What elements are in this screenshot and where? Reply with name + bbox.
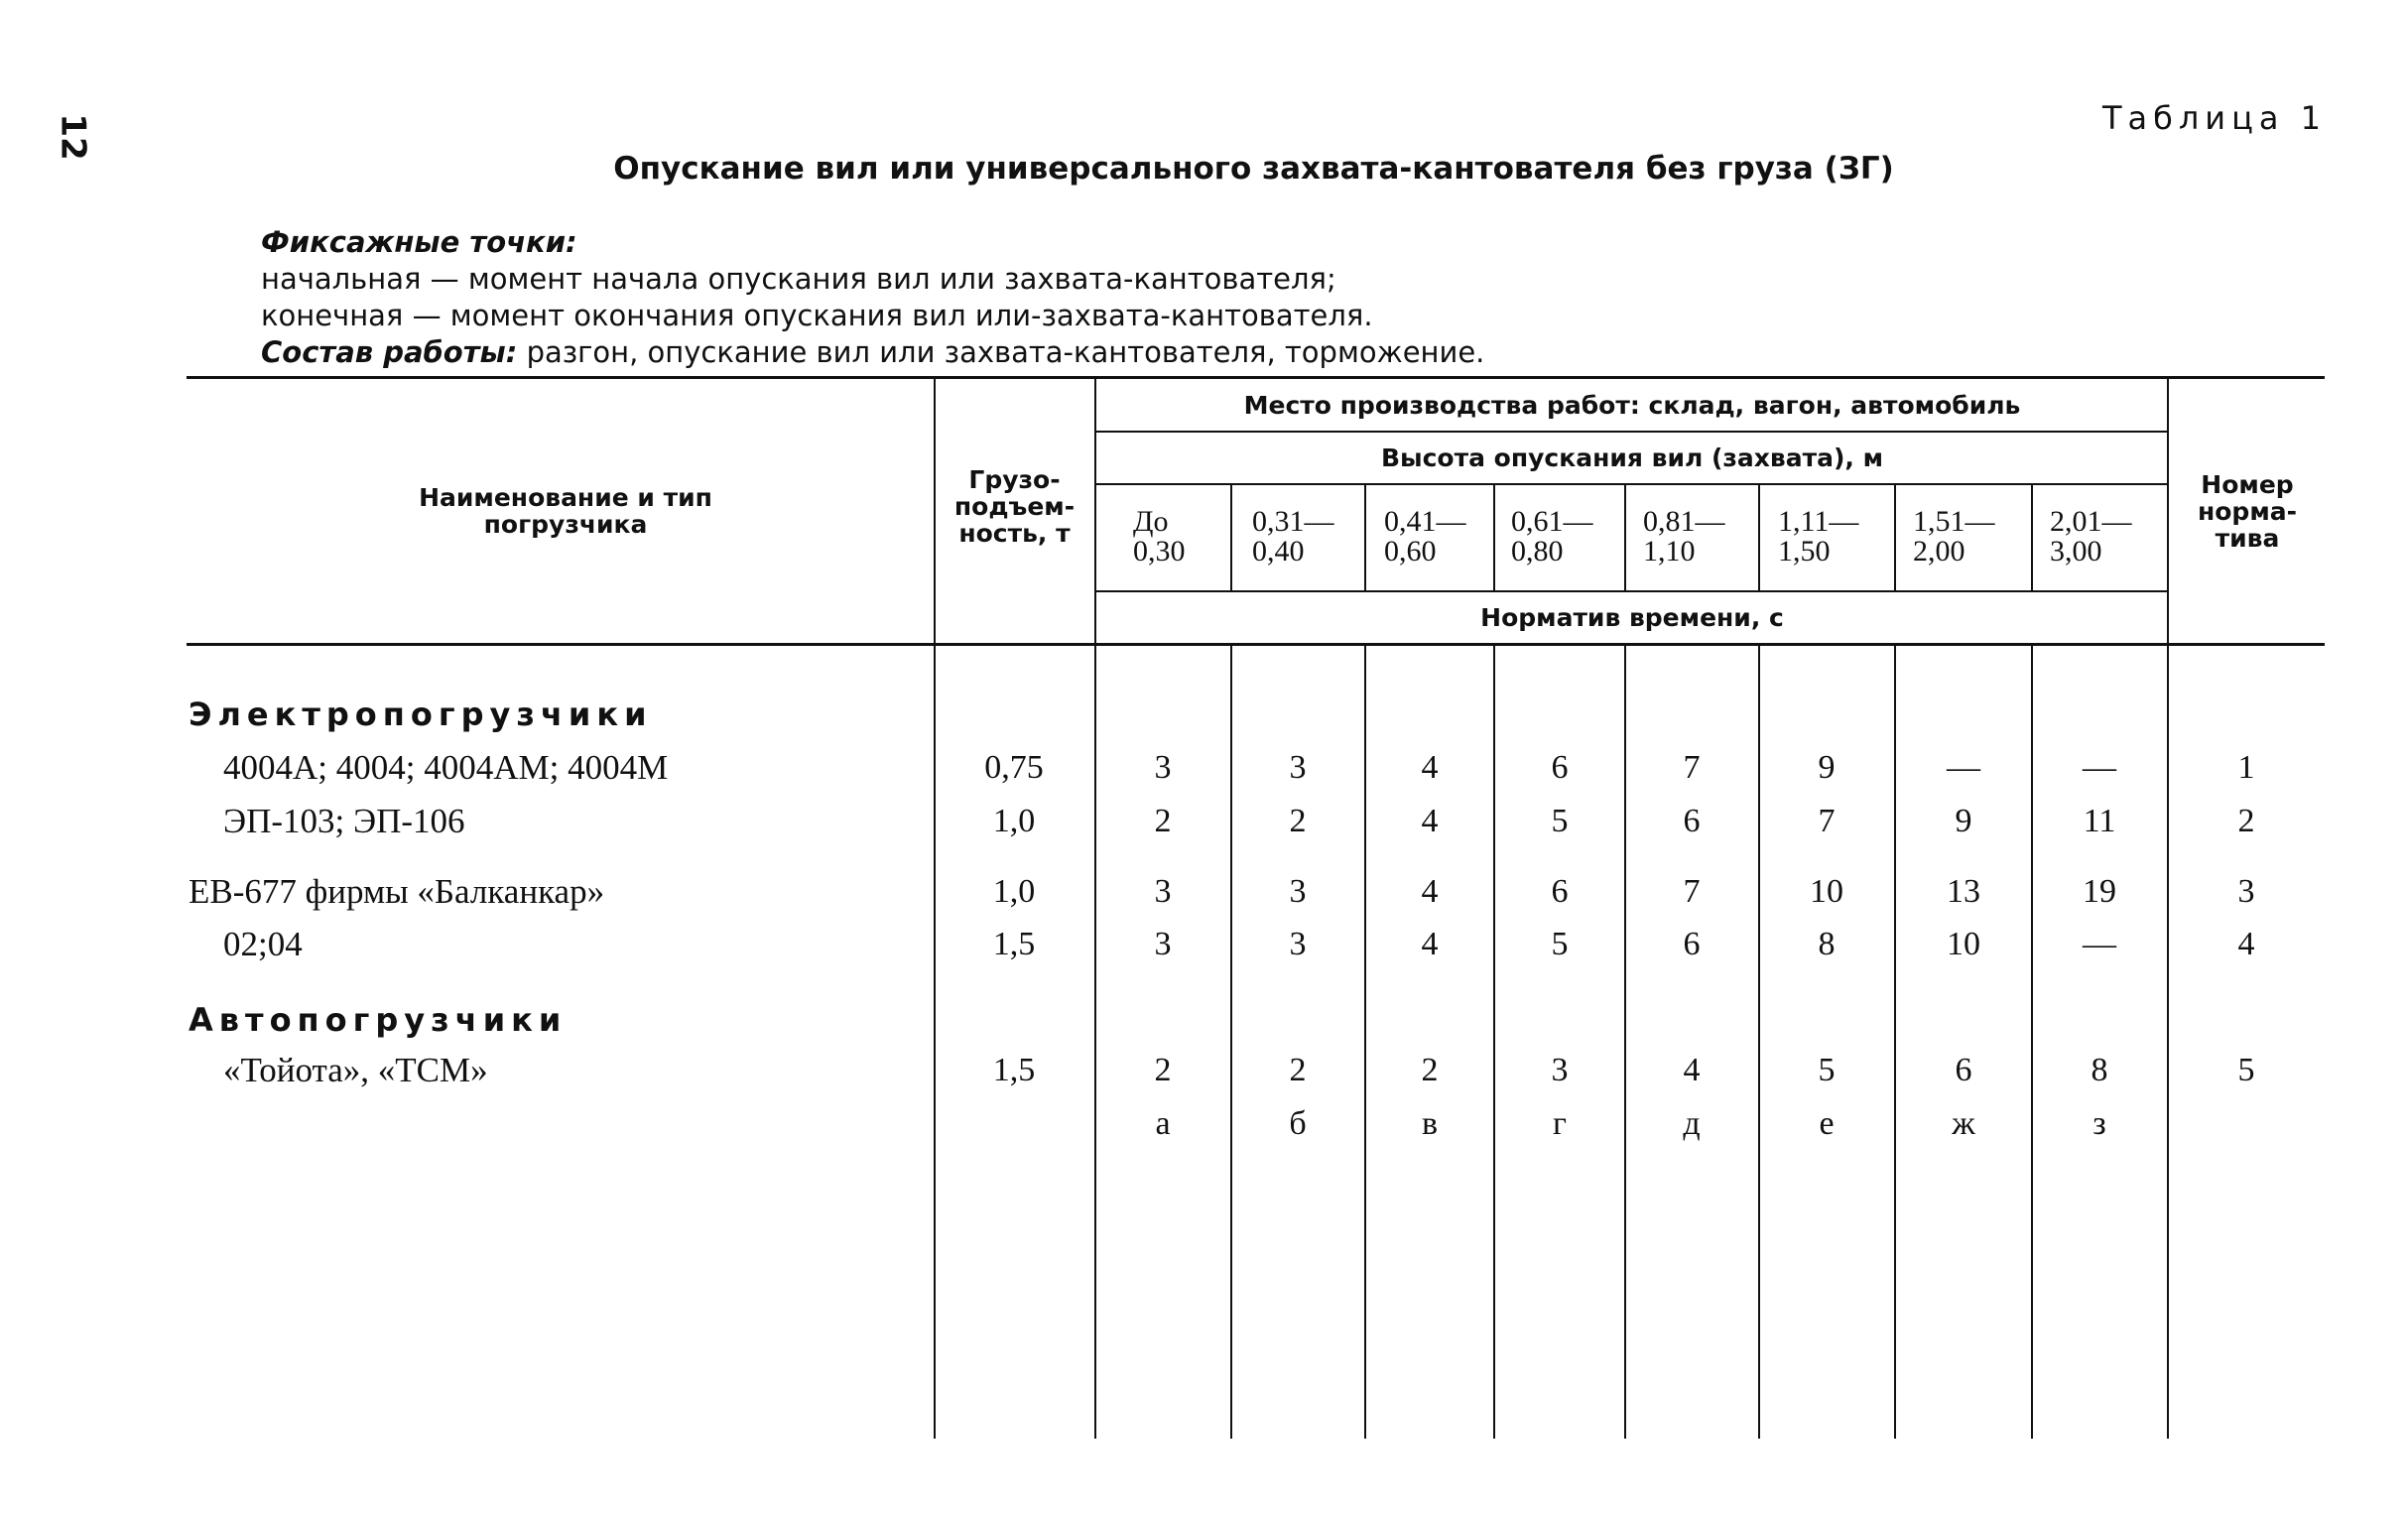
- col-divider: [1230, 483, 1232, 592]
- norm-value-cell: 6: [1683, 926, 1701, 962]
- norm-value-cell: 6: [1955, 1052, 1972, 1088]
- norm-value-cell: 5: [1551, 803, 1569, 839]
- column-letter: е: [1819, 1105, 1835, 1142]
- norm-number-cell: 4: [2237, 926, 2255, 962]
- norm-value-cell: —: [1947, 749, 1980, 786]
- col-divider: [2031, 645, 2033, 1439]
- table-title: Опускание вил или универсального захвата-кантователя без груза (ЗГ): [613, 151, 1894, 187]
- col-divider: [1758, 483, 1760, 592]
- norm-value-cell: 6: [1551, 749, 1569, 786]
- norm-number-cell: 2: [2237, 803, 2255, 839]
- column-letter: з: [2092, 1105, 2106, 1142]
- norm-value-cell: 3: [1289, 749, 1307, 786]
- col-divider: [1758, 645, 1760, 1439]
- norm-value-cell: 2: [1154, 803, 1172, 839]
- norm-value-cell: 7: [1683, 749, 1701, 786]
- header-norm-number: Номер норма-тива: [2197, 469, 2298, 553]
- range-header: 0,81— 1,10: [1643, 505, 1725, 568]
- norm-value-cell: 4: [1683, 1052, 1701, 1088]
- fix-points-label: Фиксажные точки:: [261, 225, 577, 259]
- header-place: Место производства работ: склад, вагон, автомобиль: [1243, 390, 2021, 420]
- norm-value-cell: 4: [1421, 926, 1439, 962]
- col-divider: [934, 376, 936, 1439]
- norm-value-cell: 3: [1289, 873, 1307, 910]
- norm-value-cell: 5: [1818, 1052, 1836, 1088]
- row-name: ЭП-103; ЭП-106: [223, 802, 465, 840]
- norm-number-cell: 3: [2237, 873, 2255, 910]
- intro-block: [261, 224, 1484, 371]
- norm-value-cell: 7: [1683, 873, 1701, 910]
- col-divider: [1094, 376, 1096, 1439]
- header-capacity-col: Грузо-подъем-ность, т: [953, 464, 1076, 548]
- row-name: 4004А; 4004; 4004АМ; 4004М: [223, 748, 669, 787]
- norm-value-cell: 19: [2083, 873, 2116, 910]
- col-divider: [1493, 483, 1495, 592]
- norm-value-cell: 3: [1154, 873, 1172, 910]
- norm-value-cell: 2: [1289, 1052, 1307, 1088]
- norm-value-cell: 13: [1947, 873, 1980, 910]
- norm-value-cell: 8: [2091, 1052, 2108, 1088]
- norm-value-cell: 3: [1289, 926, 1307, 962]
- norm-number-cell: 5: [2237, 1052, 2255, 1088]
- norm-value-cell: 4: [1421, 873, 1439, 910]
- range-header: До 0,30: [1133, 505, 1186, 568]
- group-electro: Электропогрузчики: [189, 695, 653, 733]
- col-divider: [1230, 645, 1232, 1439]
- norm-value-cell: 5: [1551, 926, 1569, 962]
- norm-value-cell: 3: [1154, 926, 1172, 962]
- norm-value-cell: 7: [1818, 803, 1836, 839]
- col-divider: [1364, 483, 1366, 592]
- norm-value-cell: 6: [1551, 873, 1569, 910]
- norm-value-cell: 8: [1818, 926, 1836, 962]
- col-divider: [2031, 483, 2033, 592]
- norm-value-cell: 9: [1955, 803, 1972, 839]
- column-letter: ж: [1952, 1105, 1975, 1142]
- group-auto: Автопогрузчики: [189, 1001, 568, 1039]
- col-divider: [1493, 645, 1495, 1439]
- header-bottom-rule: [187, 643, 2325, 646]
- capacity-cell: 1,0: [992, 873, 1036, 910]
- col-divider: [1624, 645, 1626, 1439]
- norm-value-cell: 2: [1421, 1052, 1439, 1088]
- header-height: Высота опускания вил (захвата), м: [1380, 443, 1884, 472]
- page-number: 12: [53, 113, 93, 161]
- row-name: 02;04: [223, 925, 303, 963]
- norm-value-cell: 4: [1421, 749, 1439, 786]
- norm-number-cell: 1: [2237, 749, 2255, 786]
- start-point-line: начальная — момент начала опускания вил или захвата-кантователя;: [261, 262, 1336, 296]
- norm-value-cell: 10: [1810, 873, 1843, 910]
- header-name-col: Наименование и тип погрузчика: [419, 483, 712, 539]
- range-header: 0,41— 0,60: [1384, 505, 1466, 568]
- column-letter: г: [1553, 1105, 1567, 1142]
- norm-value-cell: 4: [1421, 803, 1439, 839]
- norm-value-cell: —: [2083, 749, 2116, 786]
- col-divider: [1624, 483, 1626, 592]
- norm-value-cell: 3: [1551, 1052, 1569, 1088]
- norm-value-cell: 6: [1683, 803, 1701, 839]
- norm-value-cell: 9: [1818, 749, 1836, 786]
- col-divider: [1364, 645, 1366, 1439]
- row-name: «Тойота», «ТСМ»: [223, 1051, 488, 1089]
- norm-value-cell: 2: [1289, 803, 1307, 839]
- range-header: 0,31— 0,40: [1252, 505, 1334, 568]
- capacity-cell: 1,5: [992, 926, 1036, 962]
- col-divider: [1894, 483, 1896, 592]
- row-name: ЕВ-677 фирмы «Балканкар»: [189, 872, 605, 911]
- header-norm-time: Норматив времени, с: [1480, 603, 1784, 632]
- work-content-label: Состав работы:: [261, 335, 518, 369]
- column-letter: а: [1155, 1105, 1171, 1142]
- range-header: 1,11— 1,50: [1778, 505, 1859, 568]
- range-header: 1,51— 2,00: [1913, 505, 1995, 568]
- work-content-line: [261, 334, 1484, 371]
- table-label: Таблица 1: [2101, 99, 2327, 137]
- column-letter: д: [1683, 1105, 1701, 1142]
- norm-value-cell: 2: [1154, 1052, 1172, 1088]
- norm-value-cell: 10: [1947, 926, 1980, 962]
- capacity-cell: 1,5: [992, 1052, 1036, 1088]
- column-letter: б: [1289, 1105, 1307, 1142]
- col-divider: [1894, 645, 1896, 1439]
- work-content-text: разгон, опускание вил или захвата-кантователя, торможение.: [517, 335, 1485, 369]
- range-header: 2,01— 3,00: [2050, 505, 2132, 568]
- norm-value-cell: 11: [2083, 803, 2116, 839]
- column-letter: в: [1421, 1105, 1439, 1142]
- col-divider: [2167, 376, 2169, 1439]
- capacity-cell: 1,0: [992, 803, 1036, 839]
- norm-value-cell: —: [2083, 926, 2116, 962]
- range-header: 0,61— 0,80: [1511, 505, 1593, 568]
- height-rule: [1094, 483, 2168, 485]
- norm-value-cell: 3: [1154, 749, 1172, 786]
- capacity-cell: 0,75: [984, 749, 1044, 786]
- end-point-line: конечная — момент окончания опускания вил или-захвата-кантователя.: [261, 299, 1373, 332]
